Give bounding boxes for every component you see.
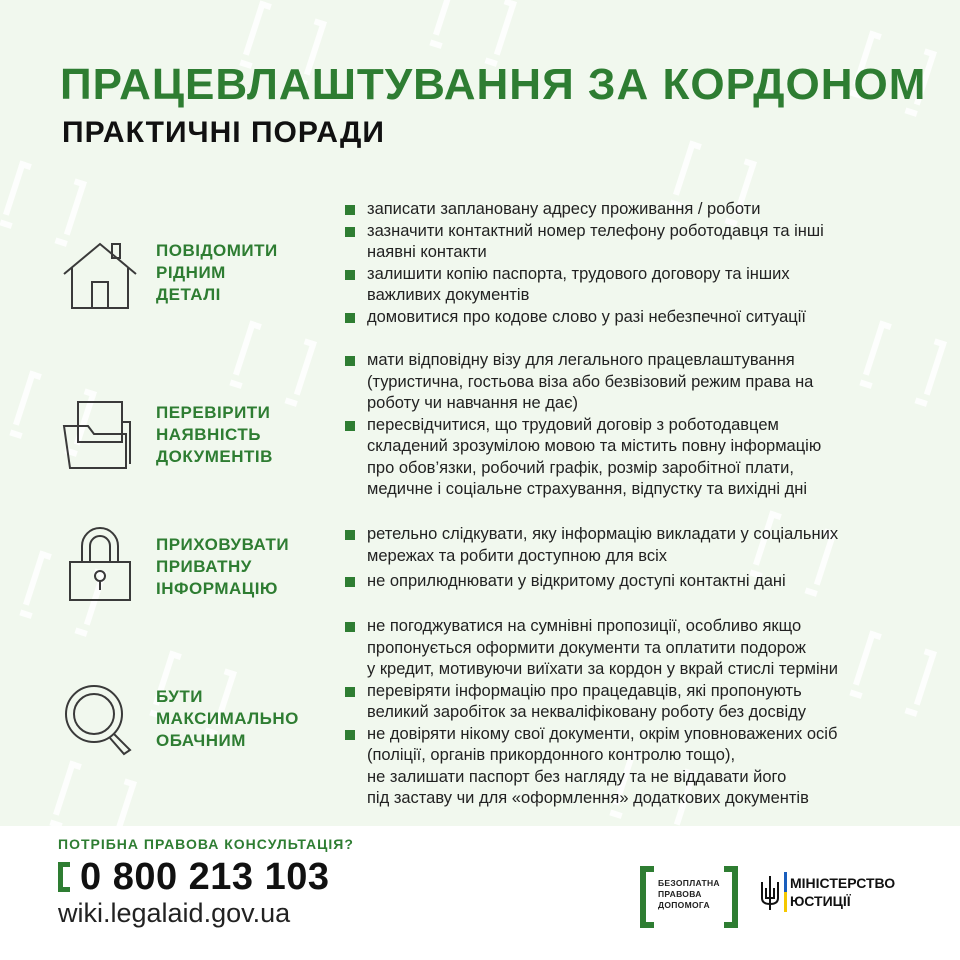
bracket-icon <box>724 866 738 928</box>
bracket-icon <box>58 862 70 892</box>
bracket-icon <box>640 866 654 928</box>
list-item: не оприлюднювати у відкритому доступі контактні дані <box>345 571 905 593</box>
list-item: домовитися про кодове слово у разі небезпечної ситуації <box>345 307 905 329</box>
hotline-phone[interactable]: 0 800 213 103 <box>80 856 330 898</box>
section-bullets-notify <box>345 199 905 328</box>
section-bullets-documents <box>345 350 905 501</box>
page-title: ПРАЦЕВЛАШТУВАННЯ ЗА КОРДОНОМ <box>60 60 927 109</box>
list-item: залишити копію паспорта, трудового договору та інших важливих документів <box>345 264 905 307</box>
list-item: пересвідчитися, що трудовий договір з роботодавцем складений зрозумілою мовою та містить повну інформацію про обов’язки, робочий графік, розмір заробітної плати, медичне і соціальне страхування, відпустку та вихідні дні <box>345 415 905 501</box>
section-label-notify: ПОВІДОМИТИ РІДНИМ ДЕТАЛІ <box>156 241 278 304</box>
section-label-careful: БУТИ МАКСИМАЛЬНО ОБАЧНИМ <box>156 687 299 750</box>
section-label-privacy: ПРИХОВУВАТИ ПРИВАТНУ ІНФОРМАЦІЮ <box>156 535 290 598</box>
list-item: мати відповідну візу для легального працевлаштування (туристична, гостьова віза або безвізовий режим права на роботу чи навчання не дає) <box>345 350 905 415</box>
list-item: не довіряти нікому свої документи, окрім уповноважених осіб (поліції, органів прикордонного контролю тощо), не залишати паспорт без нагляду та не віддавати його під заставу чи для «оформлення» додаткових документів <box>345 724 905 810</box>
list-item: не погоджуватися на сумнівні пропозиції, особливо якщо пропонується оформити документи та оплатити подорож у кредит, мотивуючи виїхати за кордон у вкрай стислі терміни <box>345 616 905 681</box>
padlock-icon <box>60 524 140 604</box>
trident-icon <box>760 874 780 912</box>
section-bullets-careful <box>345 616 905 810</box>
watermark-bracket <box>53 761 137 836</box>
watermark-bracket <box>3 161 87 236</box>
legal-aid-logo: БЕЗОПЛАТНА ПРАВОВА ДОПОМОГА <box>640 866 738 928</box>
house-icon <box>60 236 140 316</box>
list-item: записати заплановану адресу проживання / роботи <box>345 199 905 221</box>
folder-icon <box>60 398 140 478</box>
consultation-prompt: ПОТРІБНА ПРАВОВА КОНСУЛЬТАЦІЯ? <box>58 836 354 852</box>
website-link[interactable]: wiki.legalaid.gov.ua <box>58 898 291 928</box>
section-label-documents: ПЕРЕВІРИТИ НАЯВНІСТЬ ДОКУМЕНТІВ <box>156 403 273 466</box>
list-item: ретельно слідкувати, яку інформацію викладати у соціальних мережах та робити доступною для всіх <box>345 524 905 567</box>
watermark-bracket <box>433 0 517 55</box>
magnifier-icon <box>60 680 140 760</box>
list-item: зазначити контактний номер телефону роботодавця та інші наявні контакти <box>345 221 905 264</box>
section-bullets-privacy <box>345 524 905 593</box>
list-item: перевіряти інформацію про працедавців, які пропонують великий заробіток за некваліфіковану роботу без досвіду <box>345 681 905 724</box>
ministry-logo: МІНІСТЕРСТВО ЮСТИЦІЇ <box>760 872 920 916</box>
watermark-bracket <box>233 321 317 396</box>
page-subtitle: ПРАКТИЧНІ ПОРАДИ <box>62 116 385 149</box>
flag-bar <box>784 872 787 912</box>
